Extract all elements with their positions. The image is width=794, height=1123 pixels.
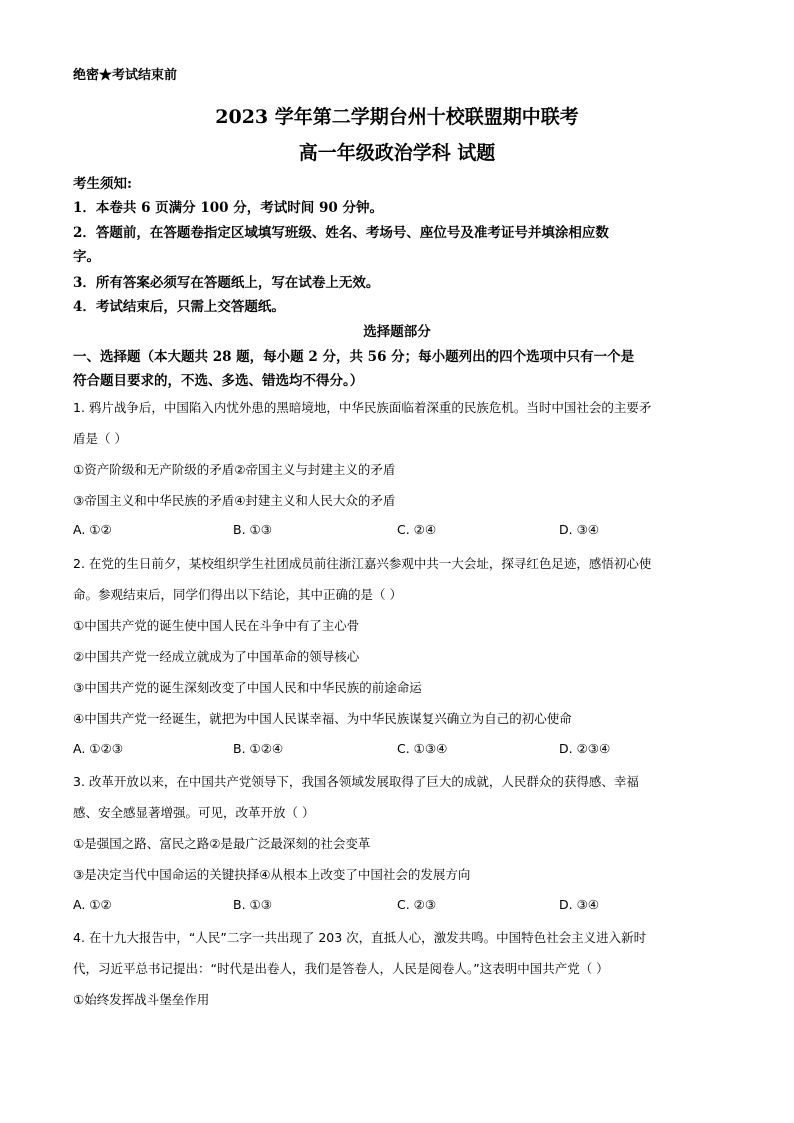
question-statement: ①资产阶级和无产阶级的矛盾②帝国主义与封建主义的矛盾 [73, 462, 396, 477]
notice-item: 3．所有答案必须写在答题纸上，写在试卷上无效。 [73, 275, 380, 291]
option-a: A. ①② [73, 897, 112, 912]
question-statement: ③是决定当代中国命运的关键抉择④从根本上改变了中国社会的发展方向 [73, 867, 471, 882]
question-stem: 代，习近平总书记提出：“时代是出卷人，我们是答卷人，人民是阅卷人。”这表明中国共产党（ ） [73, 961, 609, 976]
section-instruction: 一、选择题（本大题共 28 题，每小题 2 分，共 56 分；每小题列出的四个选项中只有一个是 [73, 349, 635, 365]
confidential-label: 绝密★考试结束前 [73, 68, 178, 83]
notice-item: 1．本卷共 6 页满分 100 分，考试时间 90 分钟。 [73, 200, 383, 216]
question-stem: 2. 在党的生日前夕，某校组织学生社团成员前往浙江嘉兴参观中共一大会址，探寻红色足迹，感悟初心使 [73, 556, 652, 571]
option-a: A. ①②③ [73, 741, 123, 756]
question-statement: ①始终发挥战斗堡垒作用 [73, 992, 210, 1007]
notice-item: 字。 [73, 249, 100, 265]
notice-item: 2．答题前，在答题卷指定区域填写班级、姓名、考场号、座位号及准考证号并填涂相应数 [73, 225, 609, 241]
question-stem: 3. 改革开放以来，在中国共产党领导下，我国各领域发展取得了巨大的成就，人民群众的获得感、幸福 [73, 774, 639, 789]
question-stem: 1. 鸦片战争后，中国陷入内忧外患的黑暗境地，中华民族面临着深重的民族危机。当时中国社会的主要矛 [73, 400, 652, 415]
option-d: D. ③④ [559, 897, 599, 912]
question-stem: 4. 在十九大报告中，“人民”二字一共出现了 203 次，直抵人心，激发共鸣。中国特色社会主义进入新时 [73, 930, 647, 945]
section-instruction: 符合题目要求的，不选、多选、错选均不得分。） [73, 373, 364, 389]
option-b: B. ①③ [233, 897, 272, 912]
notice-item: 4．考试结束后，只需上交答题纸。 [73, 299, 285, 315]
option-b: B. ①②④ [233, 741, 284, 756]
notice-heading: 考生须知: [73, 176, 132, 192]
question-statement: ①中国共产党的诞生使中国人民在斗争中有了主心骨 [73, 618, 360, 633]
question-statement: ①是强国之路、富民之路②是最广泛最深刻的社会变革 [73, 836, 371, 851]
option-c: C. ②③ [397, 897, 437, 912]
exam-subtitle: 高一年级政治学科 试题 [298, 142, 496, 164]
question-stem: 感、安全感显著增强。可见，改革开放（ ） [73, 805, 315, 820]
exam-title: 2023 学年第二学期台州十校联盟期中联考 [215, 106, 579, 128]
question-stem: 命。参观结束后，同学们得出以下结论，其中正确的是（ ） [73, 587, 402, 602]
option-c: C. ②④ [397, 522, 437, 537]
question-statement: ②中国共产党一经成立就成为了中国革命的领导核心 [73, 649, 360, 664]
option-c: C. ①③④ [397, 741, 448, 756]
question-statement: ④中国共产党一经诞生，就把为中国人民谋幸福、为中华民族谋复兴确立为自己的初心使命 [73, 711, 572, 726]
question-statement: ③帝国主义和中华民族的矛盾④封建主义和人民大众的矛盾 [73, 493, 396, 508]
option-d: D. ③④ [559, 522, 599, 537]
section-title: 选择题部分 [363, 324, 431, 340]
option-b: B. ①③ [233, 522, 272, 537]
question-stem: 盾是（ ） [73, 431, 127, 446]
question-statement: ③中国共产党的诞生深刻改变了中国人民和中华民族的前途命运 [73, 680, 422, 695]
option-d: D. ②③④ [559, 741, 611, 756]
option-a: A. ①② [73, 522, 112, 537]
